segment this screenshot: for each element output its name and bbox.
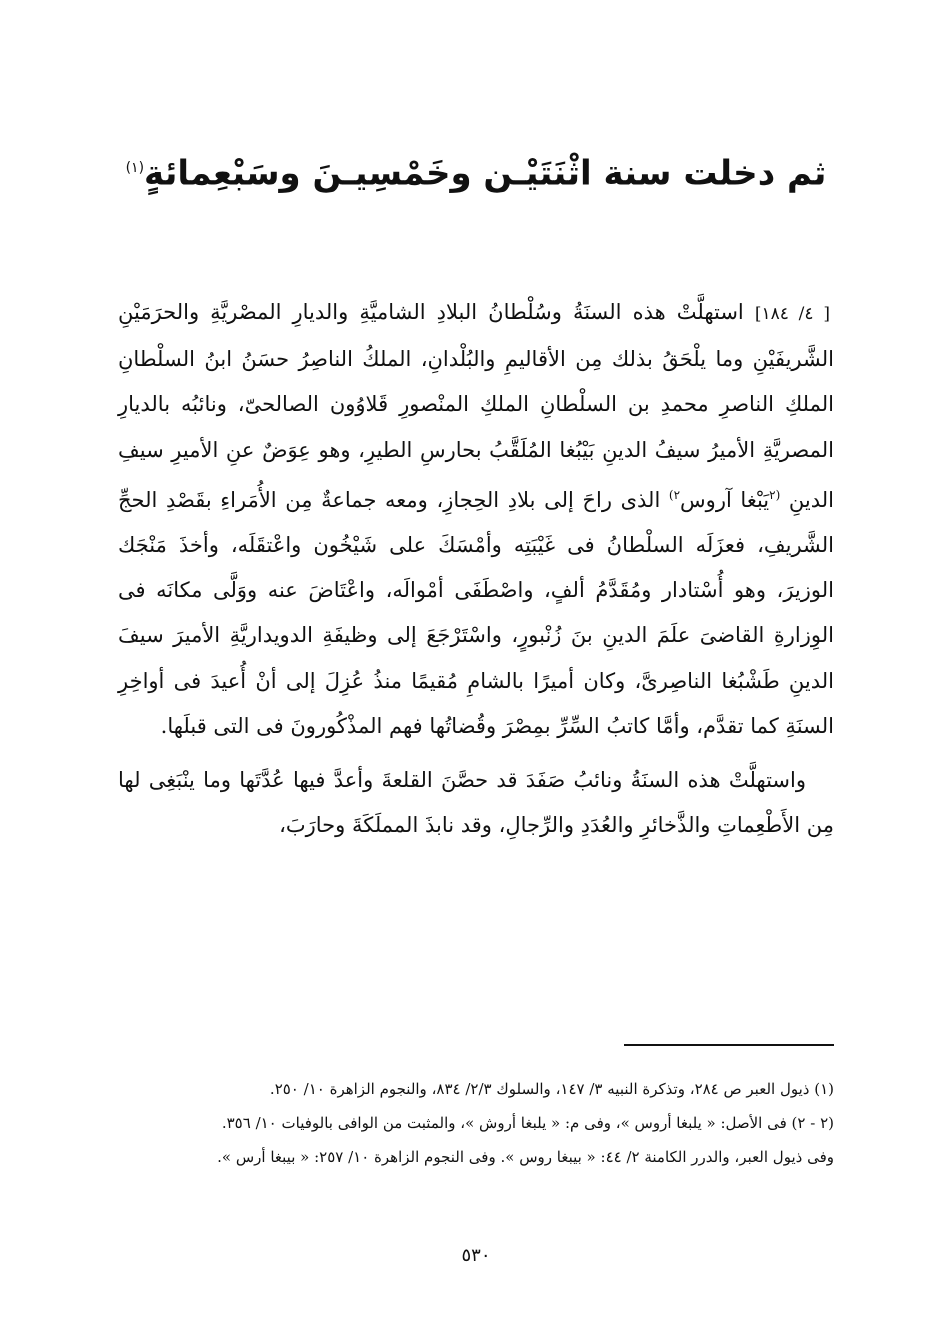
footnote-marker-open: (٢ — [769, 487, 781, 502]
footnote-2: (٢ - ٢) فى الأصل: « يلبغا أروس »، وفى م: « يلبغا أروش »، والمثبت من الوافى بالوفيات ١٠/ ٣٥٦. — [221, 1114, 834, 1132]
original-page-reference: [ ٤/ ١٨٤] — [754, 304, 830, 324]
footnoted-name: يَبْغا آروس — [680, 487, 770, 512]
paragraph-one-text-end: الذى راحَ إلى بلادِ الحِجازِ، ومعه جماعةٌ مِن الأُمَراءِ بقَصْدِ الحجِّ الشَّريفِ، فعزَلَه السلْطانُ فى غَيْبَتِه وأمْسَكَ على شَيْخُون واعْتقَلَه، وأخذَ مَنْجَك الوزيرَ، وهو أُسْتادار ومُقَدَّمُ ألفٍ، واصْطَفَى أمْوالَه، واعْتَاضَ عنه ووَلَّى مكانَه فى الوِزارةِ القاضىَ علَمَ الدينِ بنَ زُنْبورٍ، واسْتَرْجَعَ إلى وظيفَةِ الدويداريَّةِ الأميرَ سيفَ الدينِ طَشْبُغا الناصِرىَّ، وكان أميرًا بالشامِ مُقيمًا منذُ عُزِلَ إلى أنْ أُعيدَ فى أواخِرِ السنَةِ كما تقدَّم، وأمَّا كاتبُ السِّرِّ بمِصْرَ وقُضاتُها فهم المذْكُورونَ فى التى قبلَها. — [118, 487, 834, 738]
paragraph-two — [118, 758, 834, 848]
footnotes — [118, 1072, 834, 1174]
footnote-1: (١) ذيول العبر ص ٢٨٤، وتذكرة النبيه ٣/ ١٤٧، والسلوك ٢/٣/ ٨٣٤، والنجوم الزاهرة ١٠/ ٢٥٠. — [269, 1080, 834, 1098]
heading-footnote-marker: (١) — [125, 160, 145, 176]
footnote-marker-close: ٢) — [668, 487, 681, 502]
paragraph-one — [118, 290, 834, 749]
paragraph-one-text-start: استهلَّتْ هذه السنَةُ وسُلْطانُ البلادِ الشاميَّةِ والديارِ المصْريَّةِ والحرَمَيْنِ الشَّريفَيْنِ وما يلْحَقُ بذلك مِن الأقاليمِ والبُلْدانِ، الملكُ الناصِرُ حسَنُ ابنُ السلْطانِ الملكِ الناصرِ محمدِ بن السلْطانِ الملكِ المنْصورِ قَلاوُون الصالحىّ، ونائبُه بالديارِ المصريَّةِ الأميرُ سيفُ الدينِ بَيْبُغا المُلَقَّبُ بحارسِ الطيرِ، وهو عِوَضٌ عنِ الأميرِ سيفِ الدينِ — [118, 300, 834, 512]
chapter-heading-text: ثم دخلت سنة اثْنَتَيْـن وخَمْسِيـنَ وسَبْعِمائةٍ — [144, 153, 827, 194]
main-text — [118, 290, 834, 848]
page-number: ٥٣٠ — [461, 1245, 491, 1266]
paragraph-two-text: واستهلَّتْ هذه السنَةُ ونائبُ صَفَدَ قد حصَّنَ القلعةَ وأعدَّ فيها عُدَّتَها وما ينْبَغِى لها مِن الأَطْعِماتِ والذَّخائرِ والعُدَدِ والرِّجالِ، وقد نابذَ المملَكَةَ وحارَبَ، — [118, 768, 834, 838]
footnote-2-continued: وفى ذيول العبر، والدرر الكامنة ٢/ ٤٤: « بيبغا روس ». وفى النجوم الزاهرة ١٠/ ٢٥٧: « بيبغا أرس ». — [217, 1148, 834, 1166]
footnote-divider — [624, 1044, 834, 1046]
chapter-heading — [110, 138, 842, 203]
